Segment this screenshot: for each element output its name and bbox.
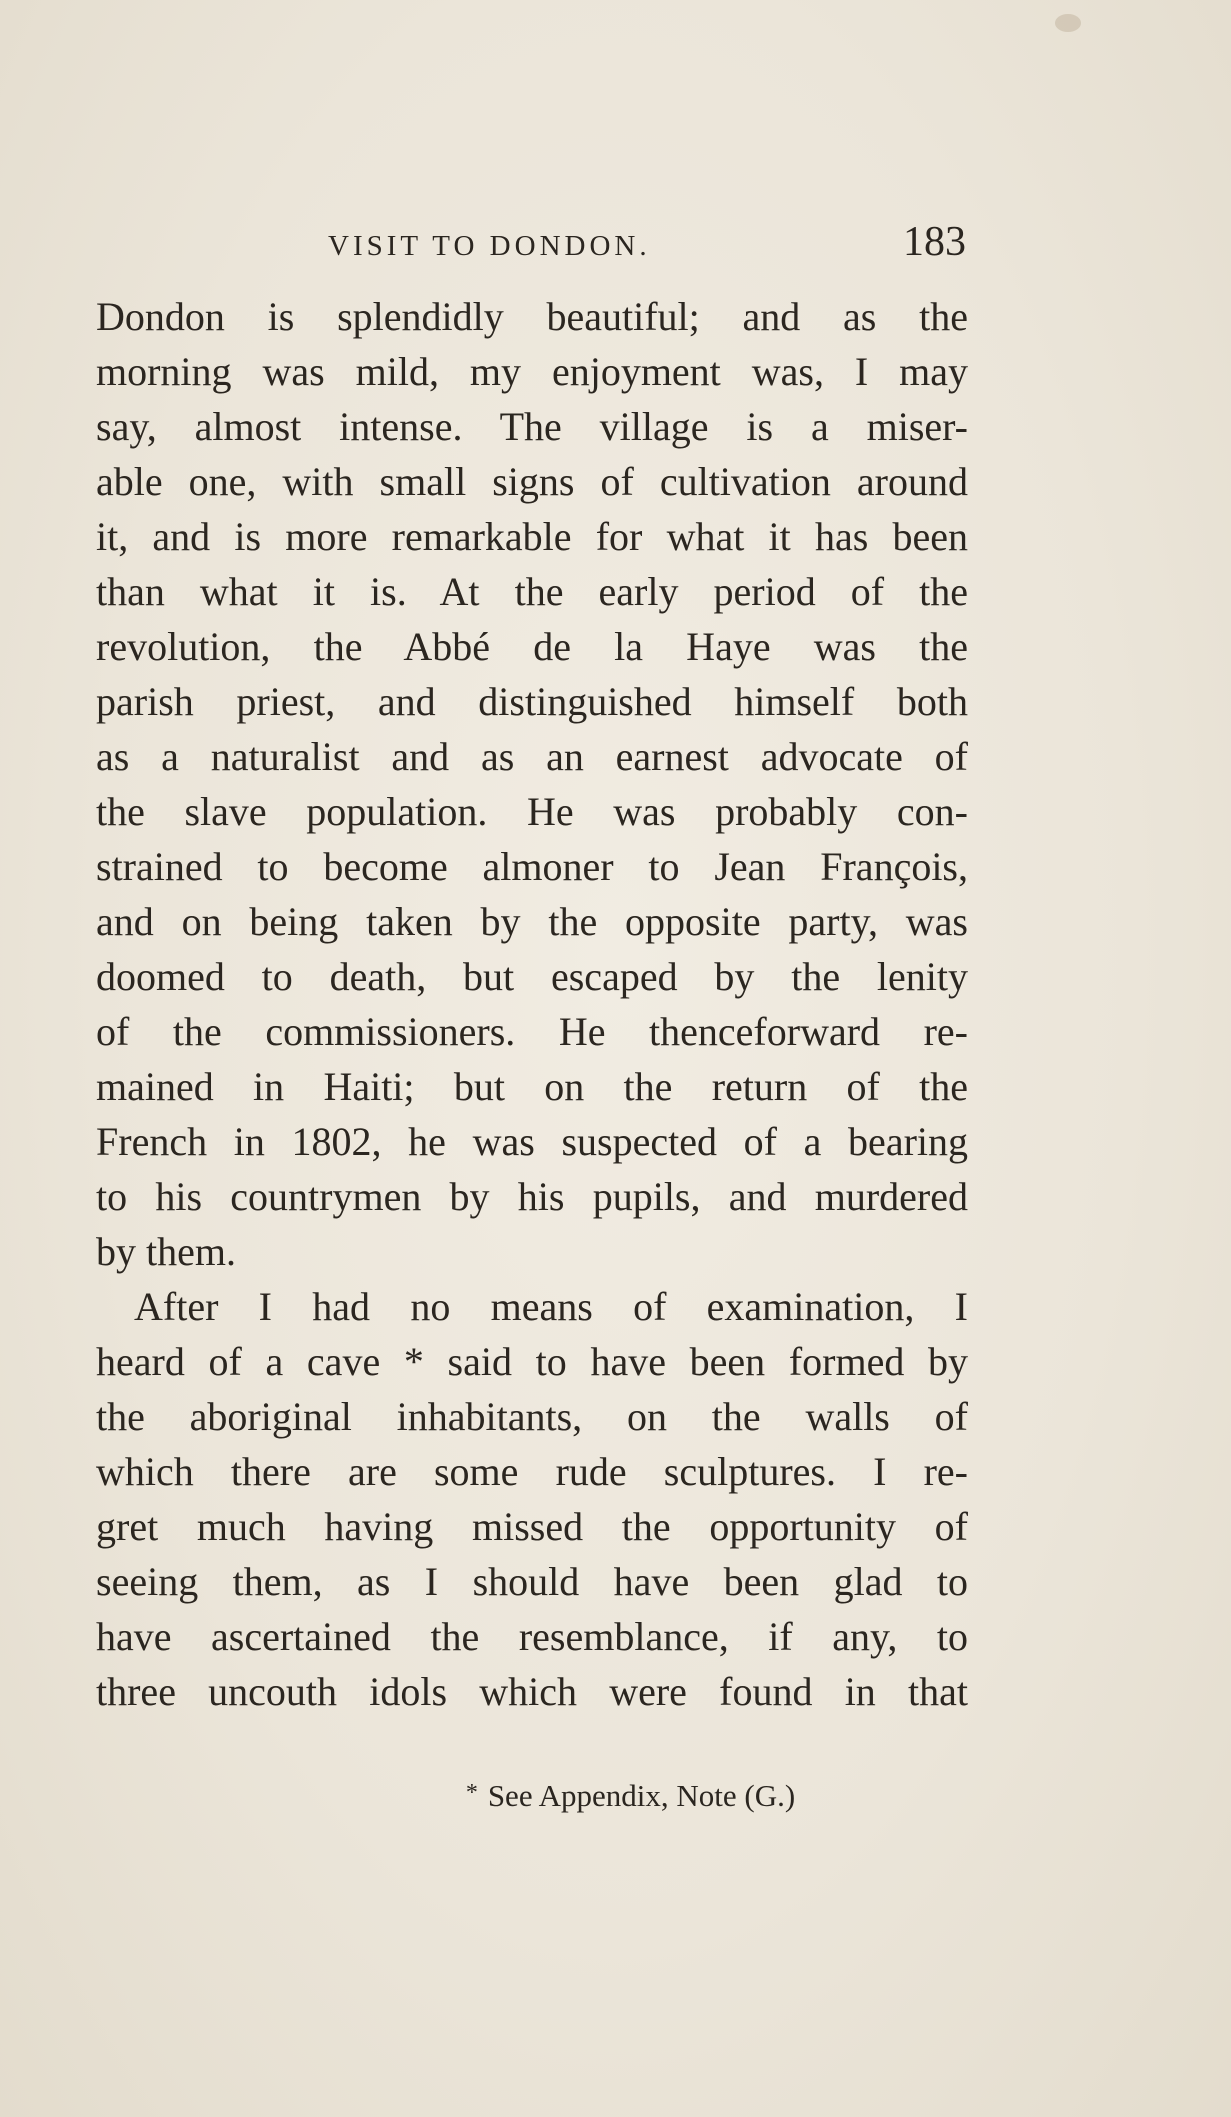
paragraph-1 [96, 289, 968, 1279]
paragraph-2 [96, 1279, 968, 1719]
text-line: which there are some rude sculptures. I re- [96, 1449, 968, 1494]
text-line: Dondon is splendidly beautiful; and as the [96, 294, 968, 339]
text-line: of the commissioners. He thenceforward re- [96, 1009, 968, 1054]
text-line: mained in Haiti; but on the return of the [96, 1064, 968, 1109]
text-line: the aboriginal inhabitants, on the walls of [96, 1394, 968, 1439]
text-line: have ascertained the resemblance, if any, to [96, 1614, 968, 1659]
footnote-mark: * [465, 1780, 478, 1806]
text-line: After I had no means of examination, I [134, 1284, 968, 1329]
text-line: revolution, the Abbé de la Haye was the [96, 624, 968, 669]
text-line: strained to become almoner to Jean François, [96, 844, 968, 889]
text-line: French in 1802, he was suspected of a bearing [96, 1119, 968, 1164]
text-line: seeing them, as I should have been glad to [96, 1559, 968, 1604]
text-line: able one, with small signs of cultivation around [96, 459, 968, 504]
text-line: gret much having missed the opportunity of [96, 1504, 968, 1549]
text-line: doomed to death, but escaped by the lenity [96, 954, 968, 999]
text-line: by them. [96, 1229, 236, 1274]
text-line: say, almost intense. The village is a miser- [96, 404, 968, 449]
running-head: VISIT TO DONDON. [328, 230, 651, 262]
footnote-text: See Appendix, Note (G.) [487, 1778, 796, 1813]
text-line: than what it is. At the early period of the [96, 569, 968, 614]
page-number: 183 [903, 219, 966, 265]
text-line: the slave population. He was probably con- [96, 789, 968, 834]
text-line: as a naturalist and as an earnest advocate of [96, 734, 968, 779]
text-line: and on being taken by the opposite party, was [96, 899, 968, 944]
footnote [0, 1778, 1231, 1814]
text-line: three uncouth idols which were found in that [96, 1669, 968, 1714]
text-line: heard of a cave * said to have been formed by [96, 1339, 968, 1384]
text-line: parish priest, and distinguished himself both [96, 679, 968, 724]
text-line: morning was mild, my enjoyment was, I may [96, 349, 968, 394]
text-line: it, and is more remarkable for what it has been [96, 514, 968, 559]
body-text [96, 289, 968, 1719]
page-header [98, 210, 966, 270]
text-line: to his countrymen by his pupils, and murdered [96, 1174, 968, 1219]
paper-stain [1055, 14, 1081, 32]
